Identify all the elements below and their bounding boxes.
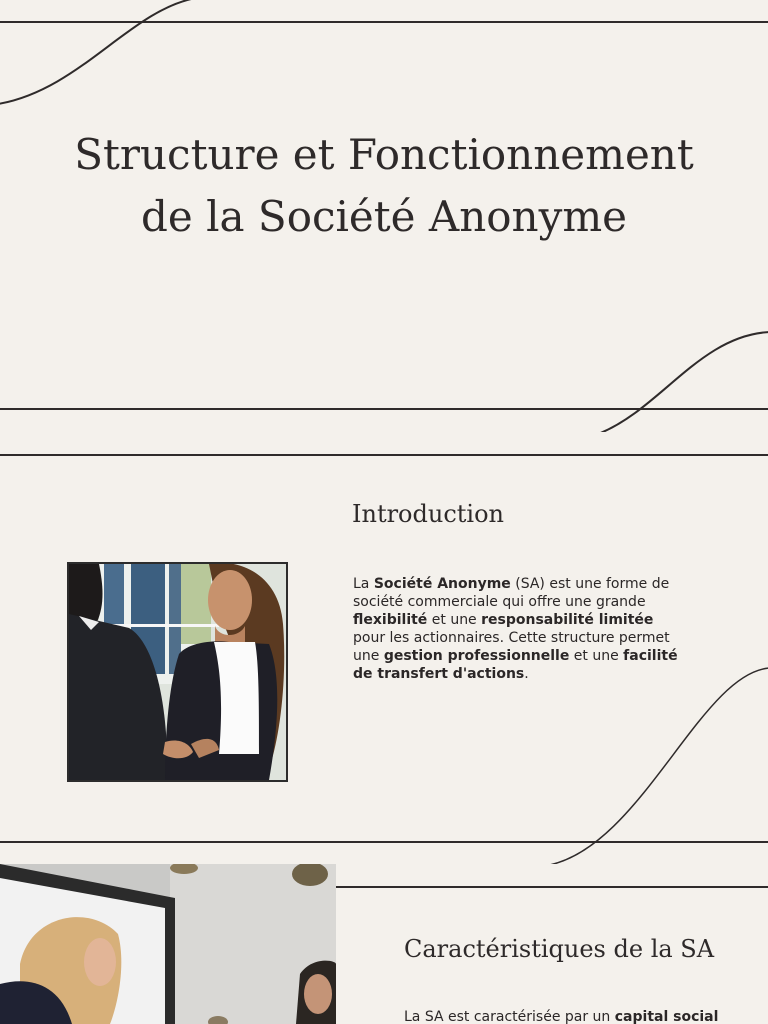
text-run: pour les actionnaires. Cette structure permet une: [353, 630, 670, 664]
bold-term: facilité de transfert d'actions: [353, 648, 678, 682]
title-line-1: Structure et Fonctionnement: [74, 130, 694, 179]
intro-paragraph: [353, 575, 683, 683]
presentation-title: [0, 124, 768, 248]
bold-term: flexibilité: [353, 612, 428, 628]
text-run: La SA est caractérisée par un: [404, 1009, 615, 1024]
introduction-slide: [0, 432, 768, 864]
photo-frame: [67, 562, 288, 782]
text-run: (SA) est une forme de société commerciale qui offre une grande: [353, 576, 670, 610]
text-run: .: [524, 666, 529, 682]
section-heading: Introduction: [352, 500, 504, 528]
business-meeting-photo: [0, 864, 336, 1024]
bold-term: gestion professionnelle: [383, 648, 570, 664]
text-run: et une: [569, 648, 624, 664]
bold-term: capital social: [614, 1009, 719, 1024]
businesswoman-handshake-photo: [69, 564, 286, 780]
title-slide: [0, 0, 768, 432]
section-heading: Caractéristiques de la SA: [404, 935, 715, 963]
title-line-2: de la Société Anonyme: [141, 192, 627, 241]
characteristics-slide: [0, 864, 768, 1024]
text-run: et une: [427, 612, 482, 628]
characteristics-paragraph: [404, 1008, 744, 1024]
text-run: La: [353, 576, 374, 592]
bold-term: Société Anonyme: [373, 576, 511, 592]
bold-term: responsabilité limitée: [481, 612, 654, 628]
